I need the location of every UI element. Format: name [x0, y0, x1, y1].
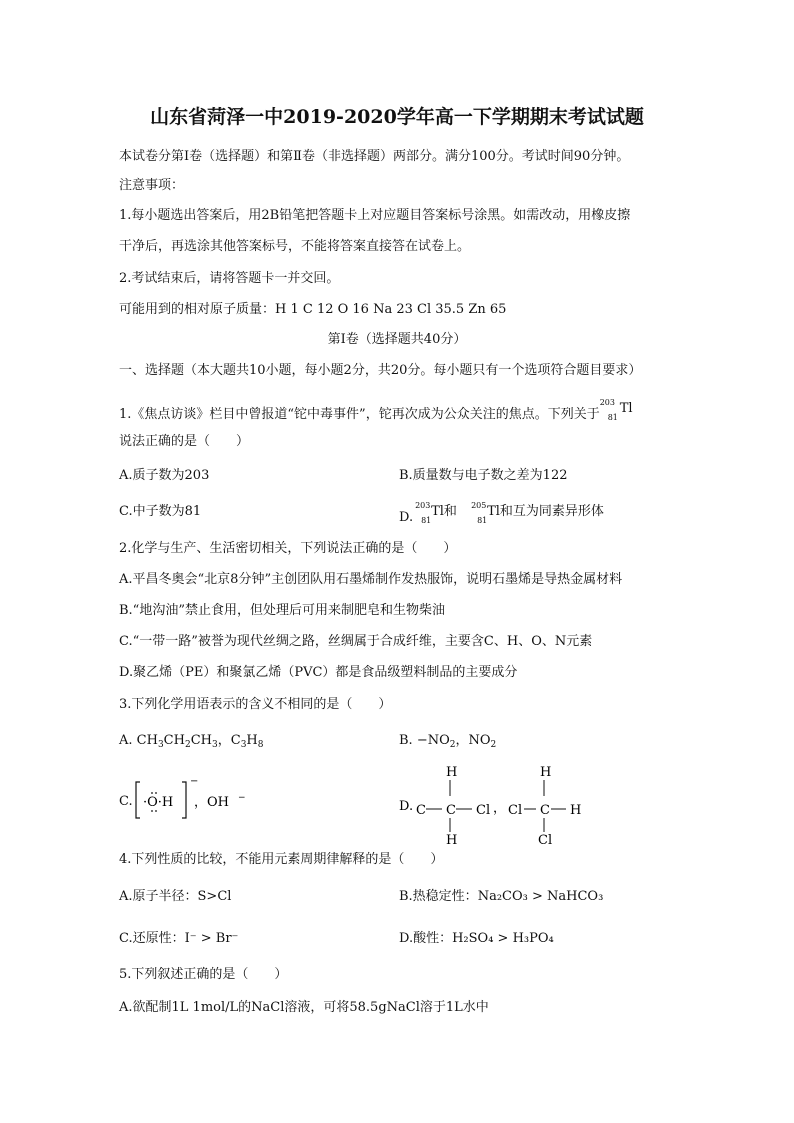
q3-d2-atom-c: C: [540, 803, 550, 818]
q3-b-sub: 2: [449, 740, 456, 750]
q1-option-d: [399, 503, 631, 527]
section1-header: 一、选择题（本大题共10小题，每小题2分，共20分。每小题只有一个选项符合题目要求）: [119, 363, 642, 378]
q1-d-prefix: D.: [399, 510, 414, 525]
notice-2: 2.考试结束后，请将答题卡一并交回。: [119, 271, 340, 286]
q1-isotope-z: 81: [607, 413, 618, 422]
q3-c-tail: ，OH: [194, 795, 229, 810]
q4-b-expr: Na₂CO₃ > NaHCO₃: [477, 889, 604, 904]
atomic-mass-line: 可能用到的相对原子质量：H 1 C 12 O 16 Na 23 Cl 35.5 Zn 65: [119, 302, 507, 317]
q3-option-b: [399, 732, 496, 754]
q1-d-z2: 81: [477, 516, 488, 525]
q1-d-isotope2: [471, 501, 631, 525]
q4-stem: 4.下列性质的比较，不能用元素周期律解释的是（ ）: [119, 852, 444, 867]
q3-b-sub: 2: [490, 740, 497, 750]
q3-d2-atom-h-right: H: [570, 803, 582, 818]
q3-d2-atom-h-top: H: [540, 765, 552, 780]
q3-a-part: CH: [190, 733, 212, 748]
q2-option-b: B.“地沟油”禁止食用，但处理后可用来制肥皂和生物柴油: [119, 603, 445, 618]
q4-option-b: [399, 888, 603, 906]
q1-d-mass2: 205: [471, 501, 487, 510]
q3-d-atom-c-left: C: [416, 803, 426, 818]
notice-1a: 1.每小题选出答案后，用2B铅笔把答题卡上对应题目答案标号涂黑。如需改动，用橡皮擦: [119, 208, 631, 223]
page-title: 山东省菏泽一中2019-2020学年高一下学期期末考试试题: [150, 106, 644, 128]
q3-a-sub: 3: [157, 740, 164, 750]
q1-isotope-mass: 203: [599, 398, 615, 407]
q3-c-inner: ·O·H: [143, 795, 174, 810]
q3-d-atom-c-center: C: [446, 803, 456, 818]
q3-c-sup: −: [238, 793, 246, 803]
notice-1b: 干净后，再选涂其他答案标号，不能将答案直接答在试卷上。: [119, 239, 471, 254]
q1-stem: [119, 400, 644, 424]
q3-d-separator: ，: [493, 801, 507, 816]
q3-d2-atom-cl-left: Cl: [508, 803, 523, 818]
q3-d2-atom-cl-bottom: Cl: [538, 833, 553, 848]
q3-stem: 3.下列化学用语表示的含义不相同的是（ ）: [119, 697, 392, 712]
q1-option-a: A.质子数为203: [119, 468, 210, 483]
q5-stem: 5.下列叙述正确的是（ ）: [119, 967, 288, 982]
q4-b-label: B.热稳定性：: [399, 889, 478, 904]
q1-d-sym1: Tl和: [431, 504, 457, 519]
q1-option-b: B.质量数与电子数之差为122: [399, 468, 568, 483]
q3-b-part: ，NO: [455, 733, 491, 748]
q2-option-a: A.平昌冬奥会“北京8分钟”主创团队用石墨烯制作发热服饰，说明石墨烯是导热金属材料: [119, 572, 623, 587]
q3-a-sub: 3: [212, 740, 218, 750]
intro-text: 本试卷分第Ⅰ卷（选择题）和第Ⅱ卷（非选择题）两部分。满分100分。考试时间90分钟。: [119, 149, 630, 164]
q3-a-part: A. CH: [119, 733, 158, 748]
q1-isotope-symbol: Tl: [619, 401, 633, 416]
q4-option-c: [119, 930, 238, 948]
part1-header: 第Ⅰ卷（选择题共40分）: [327, 332, 467, 347]
q3-a-sub: 3: [240, 740, 247, 750]
q3-a-part: H: [246, 733, 258, 748]
q4-c-expr: I⁻ > Br⁻: [184, 931, 239, 946]
q3-option-d: [396, 762, 596, 848]
q5-option-a: A.欲配制1L 1mol/L的NaCl溶液，可将58.5gNaCl溶于1L水中: [119, 1000, 489, 1015]
q4-d-label: D.酸性：: [399, 931, 453, 946]
q3-d-atom-cl-right: Cl: [476, 803, 491, 818]
q1-stem-b: 说法正确的是（ ）: [119, 434, 250, 449]
q3-d-label: D.: [399, 799, 414, 814]
q4-option-d: [399, 930, 554, 948]
q3-option-c: [119, 793, 133, 811]
q4-c-label: C.还原性：: [119, 931, 185, 946]
q2-option-c: C.“一带一路”被誉为现代丝绸之路，丝绸属于合成纤维，主要含C、H、O、N元素: [119, 634, 593, 649]
q4-d-expr: H₂SO₄ > H₃PO₄: [452, 931, 554, 946]
q3-d-atom-h-bottom: H: [446, 833, 458, 848]
q3-c-label: C.: [119, 794, 133, 809]
q3-c-charge: −: [190, 778, 199, 787]
q3-a-part: CH: [163, 733, 185, 748]
q1-option-c: C.中子数为81: [119, 504, 202, 519]
q1-d-mass1: 203: [415, 501, 431, 510]
q3-c-lewis-structure: [132, 778, 262, 824]
q1-stem-text: 1.《焦点访谈》栏目中曾报道“铊中毒事件”，铊再次成为公众关注的焦点。下列关于: [119, 407, 600, 422]
q3-a-part: ，C: [217, 733, 241, 748]
q2-stem: 2.化学与生产、生活密切相关，下列说法正确的是（ ）: [119, 541, 457, 556]
q3-d-atom-h-top: H: [446, 765, 458, 780]
q3-option-a: [119, 732, 264, 754]
q4-option-a: A.原子半径：S>Cl: [119, 889, 232, 904]
q3-a-sub: 8: [257, 740, 264, 750]
q1-d-sym2: Tl和互为同素异形体: [487, 504, 604, 519]
q1-isotope: [599, 398, 644, 422]
notice-header: 注意事项：: [119, 178, 185, 193]
q1-d-z1: 81: [421, 516, 432, 525]
q3-b-part: B. −NO: [399, 733, 450, 748]
q3-a-sub: 2: [184, 740, 191, 750]
q2-option-d: D.聚乙烯（PE）和聚氯乙烯（PVC）都是食品级塑料制品的主要成分: [119, 665, 518, 680]
q1-d-isotope1: [413, 501, 457, 525]
